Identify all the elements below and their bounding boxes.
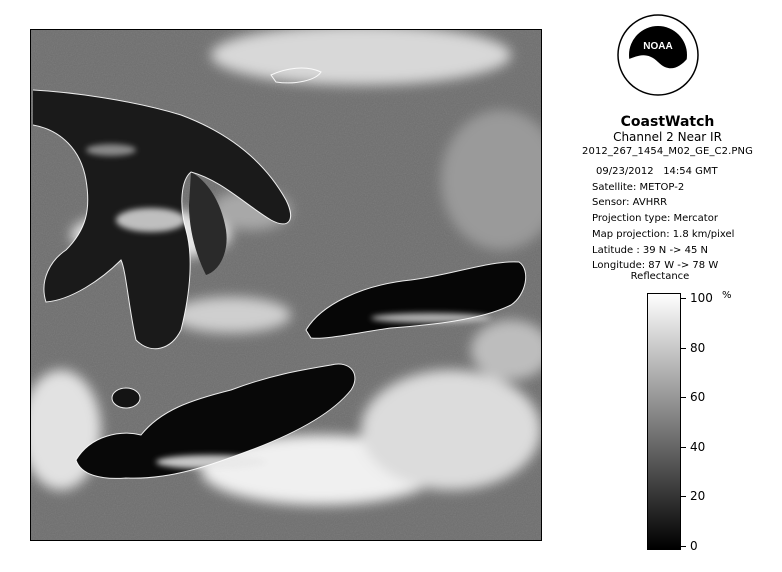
legend-tick-label: 100 bbox=[690, 291, 713, 305]
legend-tick bbox=[681, 546, 686, 547]
brand-title: CoastWatch bbox=[620, 114, 715, 130]
image-metadata bbox=[592, 164, 782, 274]
lake-map bbox=[31, 30, 542, 541]
reflectance-color-bar bbox=[647, 293, 681, 550]
sensor-label: Sensor: AVHRR bbox=[592, 197, 668, 209]
legend-title: Reflectance bbox=[630, 271, 690, 282]
longitude-label: Longitude: 87 W -> 78 W bbox=[592, 260, 719, 272]
svg-text:NOAA: NOAA bbox=[643, 41, 673, 52]
resolution-label: Map projection: 1.8 km/pixel bbox=[592, 228, 735, 240]
legend-tick-label: 0 bbox=[690, 539, 698, 553]
projection-label: Projection type: Mercator bbox=[592, 213, 718, 225]
legend-unit: % bbox=[722, 290, 732, 301]
legend-tick-label: 20 bbox=[690, 489, 706, 504]
satellite-label: Satellite: METOP-2 bbox=[592, 181, 685, 193]
legend-tick bbox=[681, 348, 686, 349]
legend-tick-label: 80 bbox=[690, 340, 706, 355]
satellite-image bbox=[30, 29, 542, 541]
noaa-logo bbox=[617, 14, 699, 96]
channel-label: Channel 2 Near IR bbox=[613, 130, 722, 144]
acquisition-date: 09/23/2012 bbox=[596, 166, 654, 177]
image-info-header bbox=[560, 114, 775, 159]
legend-tick bbox=[681, 447, 686, 448]
legend-tick bbox=[681, 496, 686, 497]
acquisition-time: 14:54 GMT bbox=[663, 166, 718, 177]
legend-tick-label: 40 bbox=[690, 439, 706, 454]
acquisition-datetime bbox=[592, 164, 782, 180]
latitude-label: Latitude : 39 N -> 45 N bbox=[592, 244, 708, 256]
legend-tick bbox=[681, 298, 686, 299]
legend-tick bbox=[681, 397, 686, 398]
legend-tick-label: 60 bbox=[690, 390, 706, 405]
file-name: 2012_267_1454_M02_GE_C2.PNG bbox=[582, 146, 753, 157]
